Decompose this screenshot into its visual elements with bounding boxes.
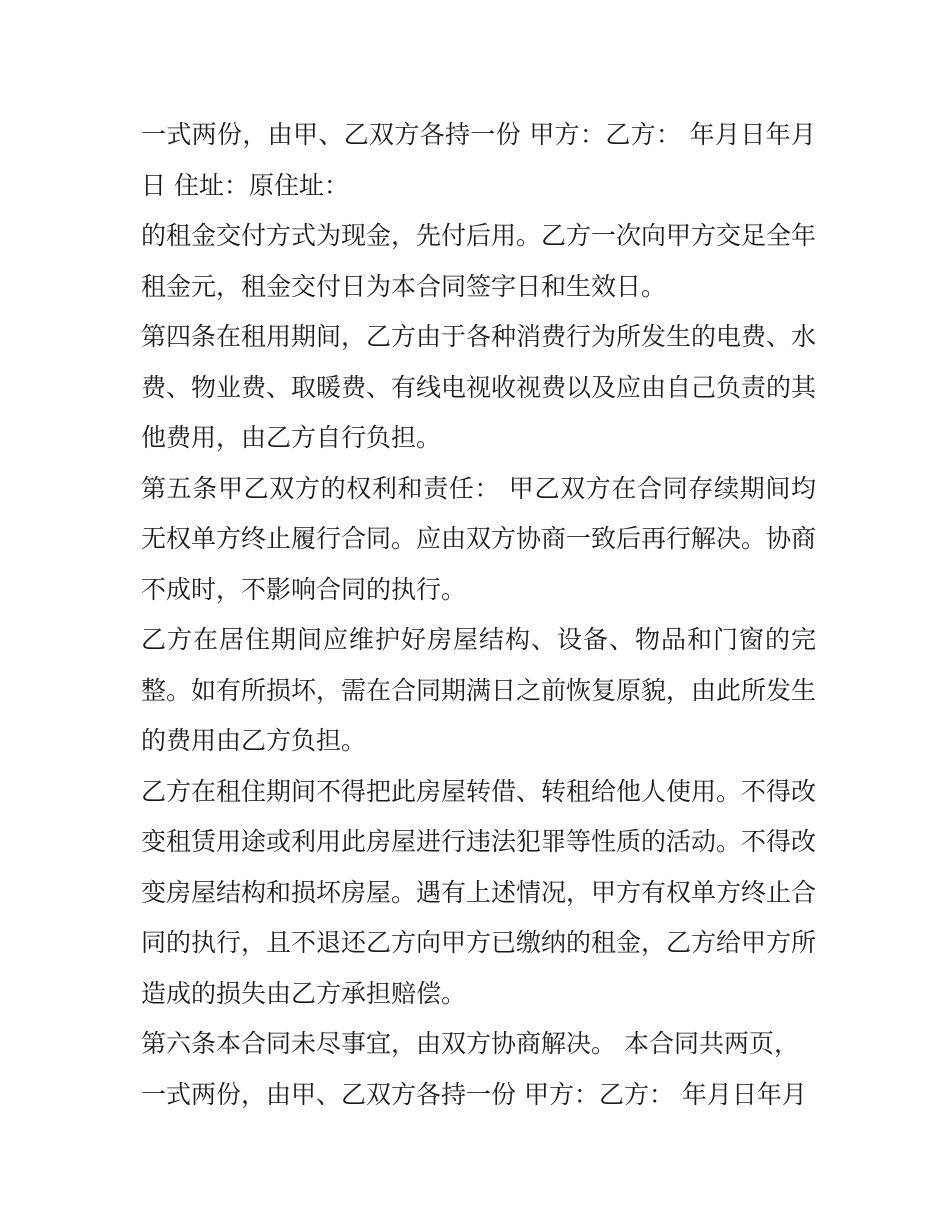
- paragraph-subletting: 乙方在租住期间不得把此房屋转借、转租给他人使用。不得改变租赁用途或利用此房屋进行违法犯罪等性质的活动。不得改变房屋结构和损坏房屋。遇有上述情况，甲方有权单方终止合同的执行，且不退还乙方向甲方已缴纳的租金，乙方给甲方所造成的损失由乙方承担赔偿。: [141, 776, 817, 1008]
- paragraph-maintenance: 乙方在居住期间应维护好房屋结构、设备、物品和门窗的完整。如有所损坏，需在合同期满日之前恢复原貌，由此所发生的费用由乙方负担。: [141, 625, 817, 755]
- paragraph-signing-info-repeat: 一式两份，由甲、乙双方各持一份 甲方：乙方： 年月日年月: [141, 1079, 807, 1109]
- paragraph-article-five: 第五条甲乙双方的权利和责任： 甲乙双方在合同存续期间均无权单方终止履行合同。应由双方协商一致后再行解决。协商不成时，不影响合同的执行。: [141, 473, 817, 604]
- paragraph-article-six: 第六条本合同未尽事宜，由双方协商解决。 本合同共两页，: [141, 1029, 799, 1058]
- document-body: [141, 110, 816, 1120]
- paragraph-signing-info: 一式两份，由甲、乙双方各持一份 甲方：乙方： 年月日年月日 住址：原住址：: [141, 120, 816, 200]
- paragraph-article-four: 第四条在租用期间，乙方由于各种消费行为所发生的电费、水费、物业费、取暖费、有线电视收视费以及应由自己负责的其他费用，由乙方自行负担。: [141, 322, 817, 452]
- paragraph-rent-payment: 的租金交付方式为现金，先付后用。乙方一次向甲方交足全年租金元，租金交付日为本合同签字日和生效日。: [141, 221, 817, 301]
